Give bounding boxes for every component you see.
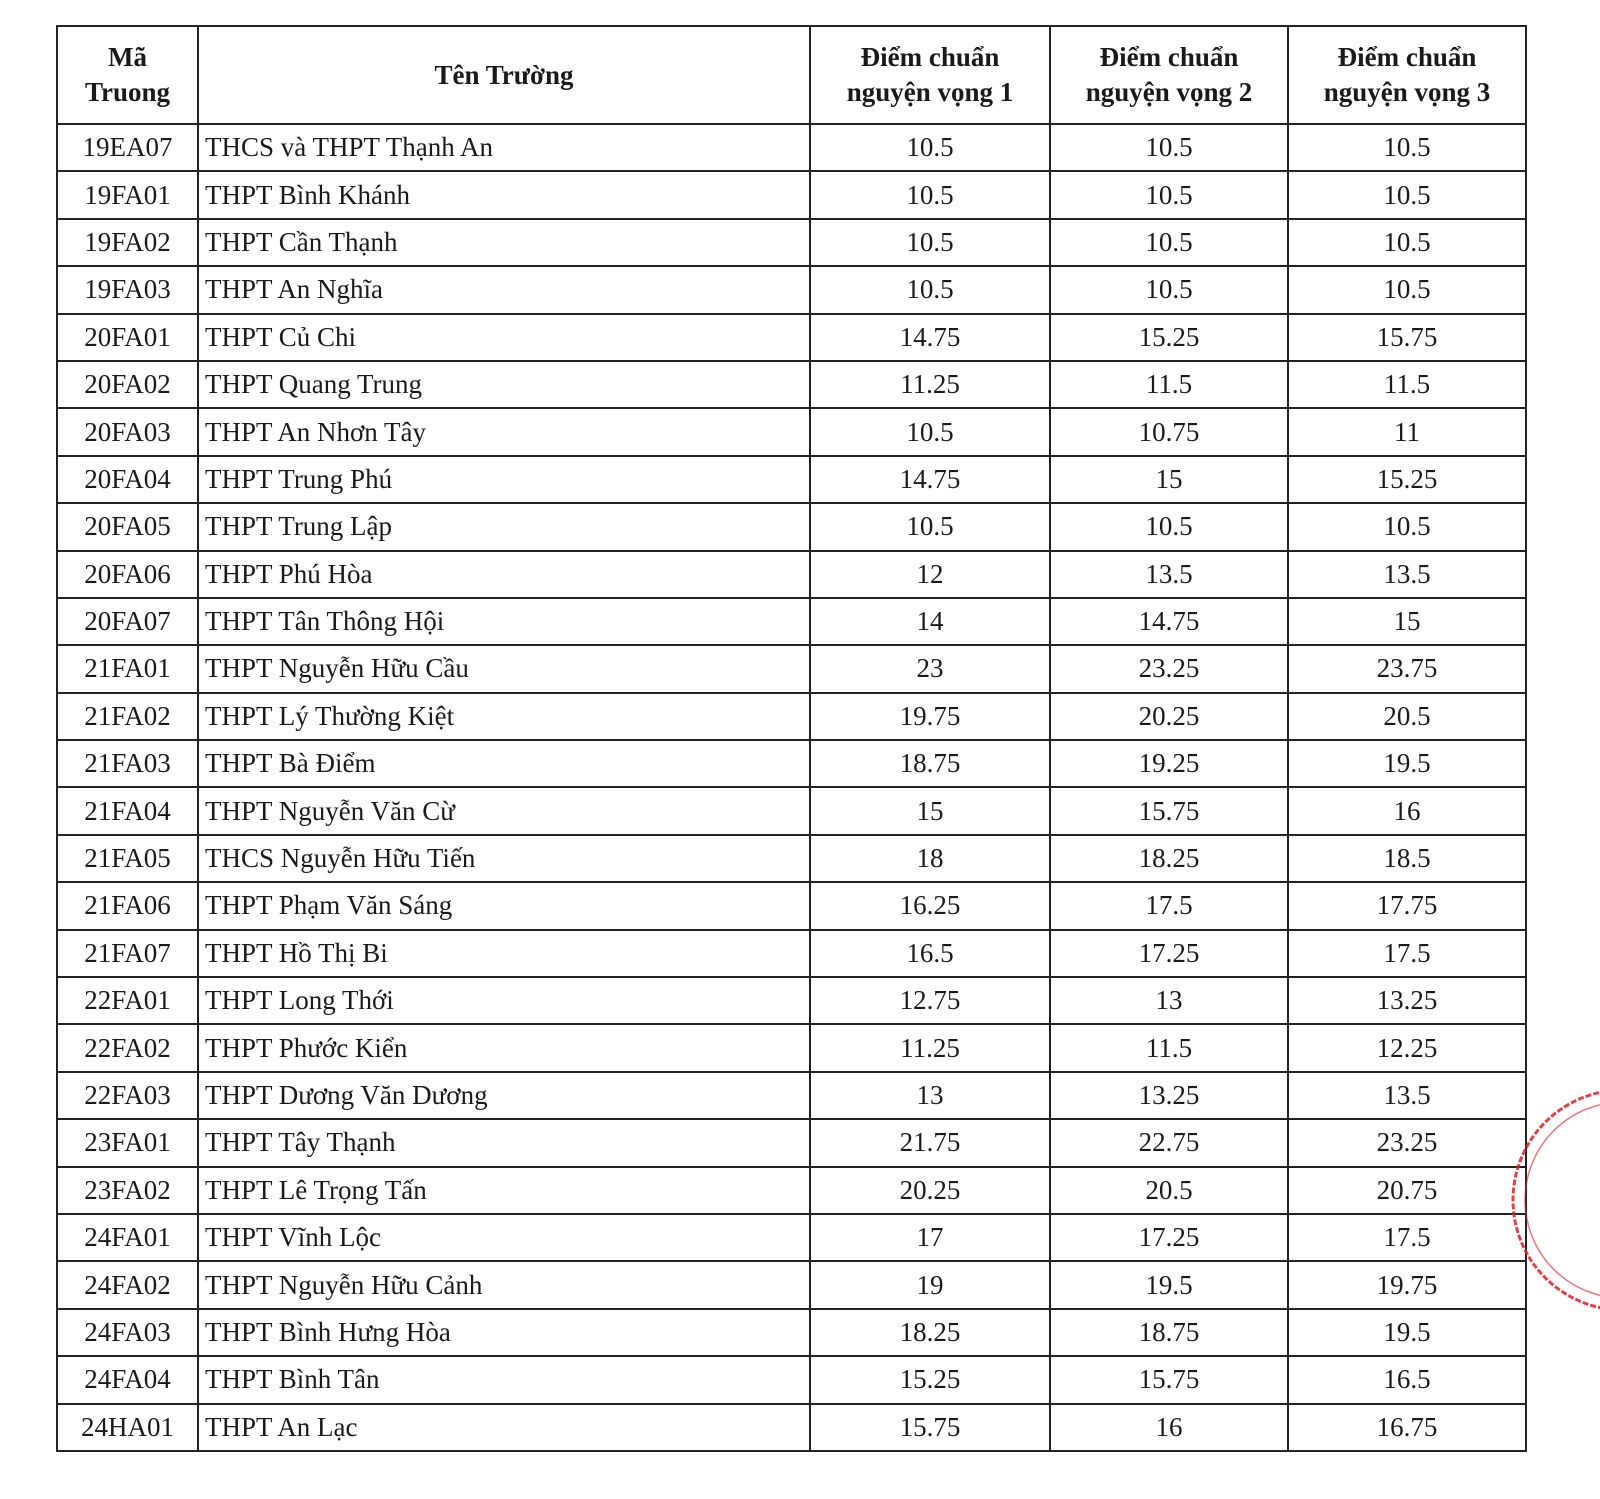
header-school-code-line-1: Mã [108,42,147,72]
cell-score-choice-1: 11.25 [810,361,1050,408]
cell-score-choice-1: 14.75 [810,314,1050,361]
table-row [57,1167,1526,1214]
cell-school-code: 20FA04 [57,456,198,503]
cell-score-choice-2: 11.5 [1050,361,1288,408]
cell-score-choice-1: 10.5 [810,171,1050,218]
admission-scores-table [56,25,1527,1452]
cell-score-choice-2: 10.5 [1050,124,1288,171]
cell-school-name: THPT Long Thới [198,977,810,1024]
cell-score-choice-2: 19.5 [1050,1261,1288,1308]
cell-score-choice-2: 13.5 [1050,551,1288,598]
table-row [57,361,1526,408]
cell-score-choice-3: 10.5 [1288,124,1526,171]
header-school-name-line-1: Tên Trường [434,59,574,90]
table-row [57,930,1526,977]
cell-school-code: 20FA02 [57,361,198,408]
cell-score-choice-2: 23.25 [1050,645,1288,692]
cell-score-choice-2: 20.5 [1050,1167,1288,1214]
header-score-choice-1-line-2: nguyện vọng 1 [846,77,1014,107]
table-row [57,1404,1526,1451]
cell-score-choice-2: 22.75 [1050,1119,1288,1166]
cell-school-name: THPT Lê Trọng Tấn [198,1167,810,1214]
header-row [57,26,1526,124]
cell-school-code: 22FA01 [57,977,198,1024]
cell-score-choice-3: 10.5 [1288,171,1526,218]
cell-score-choice-3: 12.25 [1288,1024,1526,1071]
cell-school-code: 20FA01 [57,314,198,361]
cell-school-name: THPT Nguyễn Hữu Cảnh [198,1261,810,1308]
cell-score-choice-1: 10.5 [810,503,1050,550]
cell-school-name: THPT Phú Hòa [198,551,810,598]
cell-score-choice-3: 15.75 [1288,314,1526,361]
table-row [57,1356,1526,1403]
cell-score-choice-3: 17.75 [1288,882,1526,929]
cell-school-name: THPT Hồ Thị Bi [198,930,810,977]
cell-school-name: THCS và THPT Thạnh An [198,124,810,171]
cell-school-name: THPT Phạm Văn Sáng [198,882,810,929]
cell-score-choice-1: 14 [810,598,1050,645]
table-row [57,456,1526,503]
cell-score-choice-3: 13.5 [1288,1072,1526,1119]
table-row [57,408,1526,455]
header-school-code [57,26,198,124]
cell-school-name: THPT An Nhơn Tây [198,408,810,455]
cell-score-choice-3: 19.75 [1288,1261,1526,1308]
cell-score-choice-2: 17.25 [1050,1214,1288,1261]
cell-school-name: THPT An Lạc [198,1404,810,1451]
cell-score-choice-1: 15.25 [810,1356,1050,1403]
cell-score-choice-2: 10.5 [1050,171,1288,218]
cell-school-code: 24FA03 [57,1309,198,1356]
cell-score-choice-3: 17.5 [1288,1214,1526,1261]
cell-score-choice-2: 17.25 [1050,930,1288,977]
cell-school-name: THPT Trung Lập [198,503,810,550]
cell-score-choice-1: 15 [810,787,1050,834]
cell-score-choice-3: 15.25 [1288,456,1526,503]
cell-school-code: 21FA05 [57,835,198,882]
cell-score-choice-2: 10.5 [1050,503,1288,550]
header-score-choice-1-line-1: Điểm chuẩn [860,42,1000,72]
cell-score-choice-1: 14.75 [810,456,1050,503]
cell-score-choice-2: 19.25 [1050,740,1288,787]
cell-score-choice-3: 17.5 [1288,930,1526,977]
cell-score-choice-3: 23.75 [1288,645,1526,692]
cell-school-name: THPT Nguyễn Hữu Cầu [198,645,810,692]
cell-school-name: THPT Phước Kiển [198,1024,810,1071]
cell-score-choice-1: 12.75 [810,977,1050,1024]
table-row [57,314,1526,361]
cell-school-name: THPT Bà Điểm [198,740,810,787]
cell-school-code: 23FA02 [57,1167,198,1214]
cell-score-choice-3: 16.75 [1288,1404,1526,1451]
cell-score-choice-2: 15.75 [1050,1356,1288,1403]
table-row [57,740,1526,787]
cell-school-code: 20FA07 [57,598,198,645]
cell-school-name: THPT An Nghĩa [198,266,810,313]
header-score-choice-1 [810,26,1050,124]
table-row [57,1072,1526,1119]
cell-score-choice-3: 19.5 [1288,1309,1526,1356]
cell-score-choice-2: 16 [1050,1404,1288,1451]
cell-score-choice-2: 15 [1050,456,1288,503]
cell-score-choice-3: 10.5 [1288,266,1526,313]
cell-school-code: 21FA01 [57,645,198,692]
cell-score-choice-1: 18 [810,835,1050,882]
cell-score-choice-3: 16 [1288,787,1526,834]
table-row [57,124,1526,171]
cell-school-name: THPT Lý Thường Kiệt [198,693,810,740]
table-row [57,171,1526,218]
cell-school-name: THPT Củ Chi [198,314,810,361]
table-row [57,1119,1526,1166]
cell-school-code: 21FA03 [57,740,198,787]
cell-school-code: 21FA02 [57,693,198,740]
header-score-choice-2-line-1: Điểm chuẩn [1099,42,1239,72]
table-body [57,124,1526,1451]
cell-score-choice-3: 18.5 [1288,835,1526,882]
cell-score-choice-2: 13 [1050,977,1288,1024]
cell-score-choice-2: 14.75 [1050,598,1288,645]
cell-school-code: 20FA03 [57,408,198,455]
cell-school-code: 22FA03 [57,1072,198,1119]
cell-school-code: 24FA02 [57,1261,198,1308]
cell-score-choice-3: 10.5 [1288,219,1526,266]
cell-score-choice-2: 13.25 [1050,1072,1288,1119]
cell-score-choice-3: 23.25 [1288,1119,1526,1166]
header-school-name [198,26,810,124]
header-school-code-line-2: Truong [84,77,171,107]
cell-score-choice-1: 12 [810,551,1050,598]
table-row [57,693,1526,740]
table-row [57,551,1526,598]
cell-school-name: THPT Nguyễn Văn Cừ [198,787,810,834]
cell-school-name: THPT Dương Văn Dương [198,1072,810,1119]
cell-score-choice-2: 15.75 [1050,787,1288,834]
cell-score-choice-1: 19 [810,1261,1050,1308]
header-score-choice-2-line-2: nguyện vọng 2 [1085,77,1253,107]
cell-score-choice-1: 13 [810,1072,1050,1119]
table-row [57,835,1526,882]
cell-school-name: THPT Tây Thạnh [198,1119,810,1166]
cell-school-code: 21FA04 [57,787,198,834]
cell-score-choice-1: 20.25 [810,1167,1050,1214]
table-row [57,503,1526,550]
cell-score-choice-3: 11 [1288,408,1526,455]
cell-school-code: 19FA03 [57,266,198,313]
table-row [57,977,1526,1024]
cell-score-choice-3: 15 [1288,598,1526,645]
cell-score-choice-1: 21.75 [810,1119,1050,1166]
table-row [57,266,1526,313]
cell-school-code: 19FA02 [57,219,198,266]
cell-school-name: THPT Cần Thạnh [198,219,810,266]
cell-score-choice-2: 11.5 [1050,1024,1288,1071]
cell-score-choice-3: 11.5 [1288,361,1526,408]
table-row [57,1261,1526,1308]
cell-score-choice-1: 10.5 [810,408,1050,455]
cell-score-choice-2: 10.75 [1050,408,1288,455]
table-row [57,787,1526,834]
cell-score-choice-1: 17 [810,1214,1050,1261]
cell-score-choice-2: 10.5 [1050,219,1288,266]
cell-school-code: 22FA02 [57,1024,198,1071]
cell-school-code: 24HA01 [57,1404,198,1451]
cell-score-choice-1: 19.75 [810,693,1050,740]
cell-score-choice-1: 10.5 [810,219,1050,266]
cell-school-name: THPT Bình Khánh [198,171,810,218]
cell-school-code: 21FA07 [57,930,198,977]
cell-score-choice-2: 17.5 [1050,882,1288,929]
cell-score-choice-1: 16.5 [810,930,1050,977]
cell-school-code: 20FA06 [57,551,198,598]
table-row [57,645,1526,692]
cell-school-code: 24FA04 [57,1356,198,1403]
cell-score-choice-1: 18.75 [810,740,1050,787]
cell-score-choice-3: 16.5 [1288,1356,1526,1403]
table-row [57,219,1526,266]
cell-score-choice-1: 15.75 [810,1404,1050,1451]
table-row [57,1214,1526,1261]
cell-score-choice-2: 15.25 [1050,314,1288,361]
table-row [57,598,1526,645]
cell-score-choice-1: 18.25 [810,1309,1050,1356]
cell-school-code: 19EA07 [57,124,198,171]
cell-score-choice-2: 20.25 [1050,693,1288,740]
cell-score-choice-1: 16.25 [810,882,1050,929]
table-row [57,882,1526,929]
cell-school-name: THPT Vĩnh Lộc [198,1214,810,1261]
cell-school-code: 19FA01 [57,171,198,218]
cell-score-choice-3: 13.5 [1288,551,1526,598]
table-header [57,26,1526,124]
cell-school-name: THPT Quang Trung [198,361,810,408]
cell-score-choice-3: 20.5 [1288,693,1526,740]
cell-score-choice-2: 18.25 [1050,835,1288,882]
cell-score-choice-3: 20.75 [1288,1167,1526,1214]
cell-school-code: 21FA06 [57,882,198,929]
cell-school-name: THPT Bình Hưng Hòa [198,1309,810,1356]
cell-score-choice-1: 10.5 [810,124,1050,171]
header-score-choice-3-line-2: nguyện vọng 3 [1323,77,1491,107]
cell-score-choice-3: 13.25 [1288,977,1526,1024]
cell-score-choice-3: 19.5 [1288,740,1526,787]
cell-score-choice-3: 10.5 [1288,503,1526,550]
header-score-choice-3 [1288,26,1526,124]
cell-school-code: 23FA01 [57,1119,198,1166]
cell-score-choice-2: 10.5 [1050,266,1288,313]
cell-school-name: THPT Trung Phú [198,456,810,503]
cell-school-name: THPT Tân Thông Hội [198,598,810,645]
header-score-choice-3-line-1: Điểm chuẩn [1337,42,1477,72]
cell-score-choice-1: 11.25 [810,1024,1050,1071]
cell-score-choice-1: 23 [810,645,1050,692]
table-row [57,1024,1526,1071]
stamp-inner-ring [1525,1102,1600,1298]
cell-school-code: 20FA05 [57,503,198,550]
cell-school-name: THCS Nguyễn Hữu Tiến [198,835,810,882]
table-row [57,1309,1526,1356]
cell-school-name: THPT Bình Tân [198,1356,810,1403]
cell-school-code: 24FA01 [57,1214,198,1261]
cell-score-choice-2: 18.75 [1050,1309,1288,1356]
cell-score-choice-1: 10.5 [810,266,1050,313]
header-score-choice-2 [1050,26,1288,124]
